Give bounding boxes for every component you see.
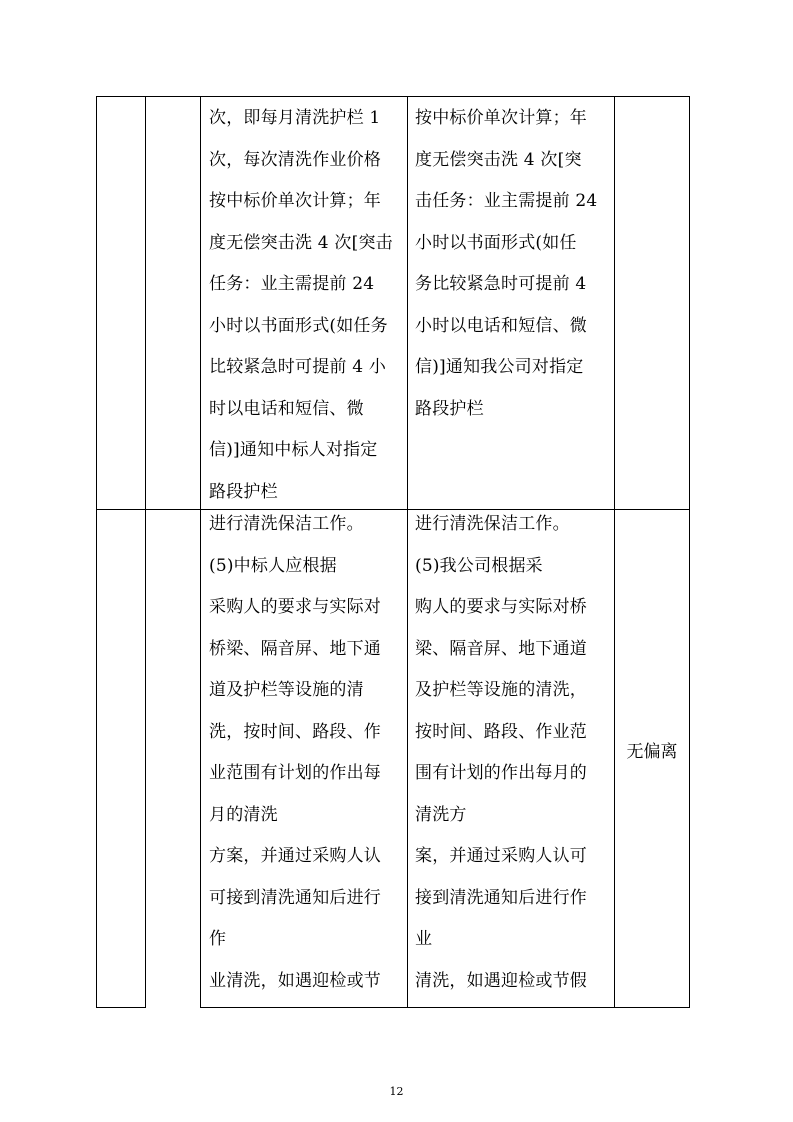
column-divider-2 <box>200 96 201 1008</box>
text-line: 业清洗，如遇迎检或节 <box>209 970 381 991</box>
table-right-border <box>689 96 690 1008</box>
row1-requirement-cell <box>209 98 406 513</box>
text-line: 道及护栏等设施的清 <box>209 680 364 700</box>
text-line: 梁、隔音屏、地下通道 <box>415 638 587 659</box>
column-divider-1 <box>145 96 146 1008</box>
text-line: 路段护栏 <box>415 398 484 419</box>
text-line: (5)中标人应根据 <box>209 555 337 576</box>
text-line: 可接到清洗通知后进行 <box>209 887 381 908</box>
text-line: 方案，并通过采购人认 <box>209 846 381 866</box>
text-line: 次，每次清洗作业价格 <box>209 149 381 170</box>
text-line: 小时以书面形式(如任务 <box>209 315 388 336</box>
text-line: 次，即每月清洗护栏 1 <box>209 108 381 128</box>
text-line: 进行清洗保洁工作。 <box>209 514 364 534</box>
text-line: 任务：业主需提前 24 <box>209 274 375 294</box>
text-line: 及护栏等设施的清洗， <box>415 680 587 700</box>
text-line: 按时间、路段、作业范 <box>415 721 587 742</box>
text-line: 信)]通知中标人对指定 <box>209 440 378 460</box>
table-top-border <box>96 96 690 97</box>
table-left-border <box>96 96 97 1008</box>
text-line: 购人的要求与实际对桥 <box>415 597 587 617</box>
text-line: 作 <box>209 929 227 949</box>
page-number: 12 <box>389 1085 404 1098</box>
text-line: 洗，按时间、路段、作 <box>209 721 381 742</box>
text-line: 清洗，如遇迎检或节假 <box>415 970 587 991</box>
column-divider-4 <box>614 96 615 1008</box>
text-line: 务比较紧急时可提前 4 <box>415 274 587 294</box>
row2-response-cell <box>415 504 613 1002</box>
row2-requirement-cell <box>209 504 406 1002</box>
text-line: 度无偿突击洗 4 次[突击 <box>209 232 393 253</box>
text-line: (5)我公司根据采 <box>415 555 543 576</box>
text-line: 按中标价单次计算；年 <box>209 191 381 211</box>
text-line: 业范围有计划的作出每 <box>209 763 381 783</box>
text-line: 路段护栏 <box>209 481 278 502</box>
text-line: 月的清洗 <box>209 804 278 825</box>
text-line: 接到清洗通知后进行作 <box>415 887 587 908</box>
text-line: 采购人的要求与实际对 <box>209 597 381 617</box>
text-line: 业 <box>415 929 433 949</box>
text-line: 度无偿突击洗 4 次[突 <box>415 149 582 170</box>
table-bottom-border-right <box>200 1007 690 1008</box>
text-line: 围有计划的作出每月的 <box>415 763 587 783</box>
row1-response-cell <box>415 98 613 430</box>
text-line: 信)]通知我公司对指定 <box>415 357 584 377</box>
column-divider-3 <box>407 96 408 1008</box>
text-line: 桥梁、隔音屏、地下通 <box>209 638 381 659</box>
text-line: 小时以电话和短信、微 <box>415 315 587 336</box>
text-line: 案，并通过采购人认可 <box>415 846 587 866</box>
text-line: 时以电话和短信、微 <box>209 398 364 419</box>
table-bottom-border-left <box>96 1007 145 1008</box>
text-line: 击任务：业主需提前 24 <box>415 191 598 211</box>
text-line: 进行清洗保洁工作。 <box>415 514 570 534</box>
text-line: 小时以书面形式(如任 <box>415 232 577 253</box>
deviation-status: 无偏离 <box>626 742 678 762</box>
text-line: 比较紧急时可提前 4 小 <box>209 357 387 377</box>
text-line: 按中标价单次计算；年 <box>415 108 587 128</box>
text-line: 清洗方 <box>415 804 467 825</box>
